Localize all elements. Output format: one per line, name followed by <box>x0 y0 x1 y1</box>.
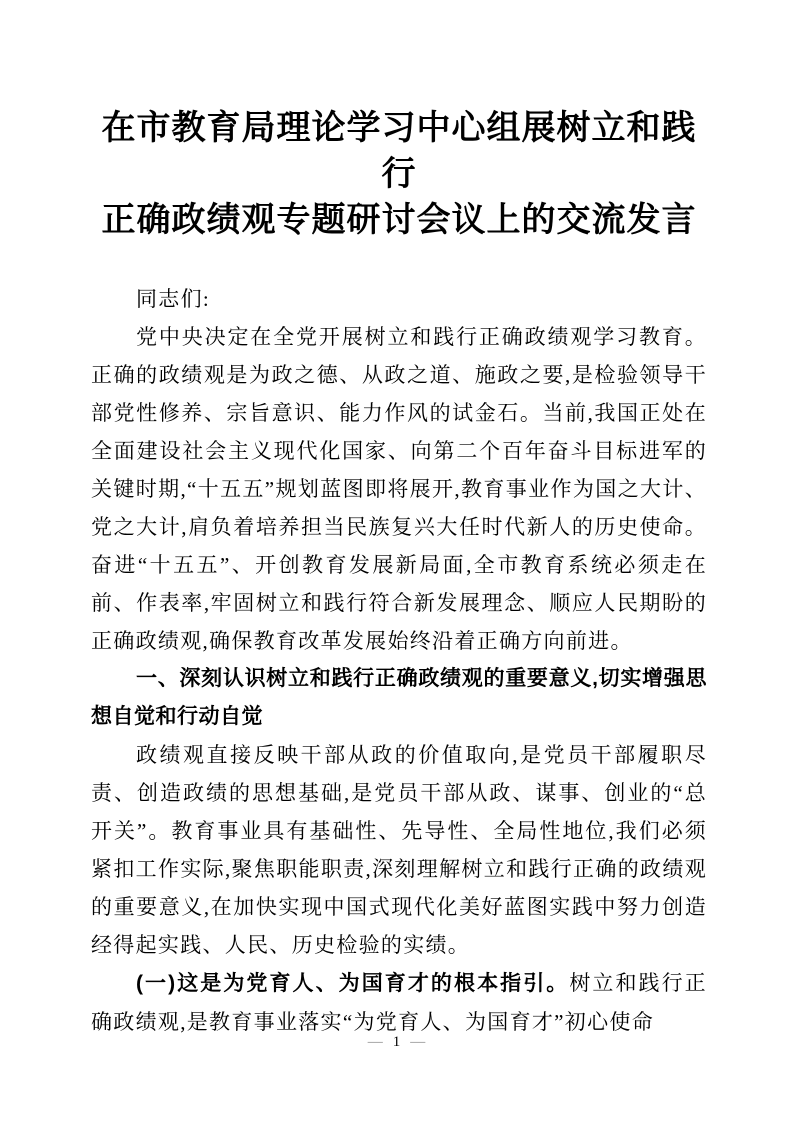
paragraph-significance: 政绩观直接反映干部从政的价值取向,是党员干部履职尽责、创造政绩的思想基础,是党员干部从政、谋事、创业的“总开关”。教育事业具有基础性、先导性、全局性地位,我们必须紧扣工作实际,聚焦职能职责,深刻理解树立和践行正确的政绩观的重要意义,在加快实现中国式现代化美好蓝图实践中努力创造经得起实践、人民、历史检验的实绩。 <box>91 743 707 957</box>
paragraph-intro: 党中央决定在全党开展树立和践行正确政绩观学习教育。正确的政绩观是为政之德、从政之道、施政之要,是检验领导干部党性修养、宗旨意识、能力作风的试金石。当前,我国正处在全面建设社会主义现代化国家、向第二个百年奋斗目标进军的关键时期,“十五五”规划蓝图即将展开,教育事业作为国之大计、党之大计,肩负着培养担当民族复兴大任时代新人的历史使命。奋进“十五五”、开创教育发展新局面,全市教育系统必须走在前、作表率,牢固树立和践行符合新发展理念、顺应人民期盼的正确政绩观,确保教育改革发展始终沿着正确方向前进。 <box>91 325 707 653</box>
footer-dash-right: — <box>410 1034 426 1050</box>
document-body <box>91 280 707 1041</box>
page-footer <box>0 1034 793 1051</box>
footer-dash-left: — <box>367 1034 383 1050</box>
document-title <box>91 106 707 244</box>
document-title-line2: 正确政绩观专题研讨会议上的交流发言 <box>101 202 697 239</box>
salutation: 同志们: <box>136 287 211 311</box>
page-number: 1 <box>392 1034 401 1050</box>
paragraph-point-1 <box>91 964 707 1041</box>
paragraph-point-1-lead: (一)这是为党育人、为国育才的根本指引。 <box>136 972 570 995</box>
paragraph-point-1-text: 树立和践行正确政绩观,是教育事业落实“为党育人、为国育才”初心使命 <box>91 971 707 1034</box>
section-heading-1: 一、深刻认识树立和践行正确政绩观的重要意义,切实增强思想自觉和行动自觉 <box>91 667 707 728</box>
document-title-line1: 在市教育局理论学习中心组展树立和践行 <box>101 110 697 193</box>
